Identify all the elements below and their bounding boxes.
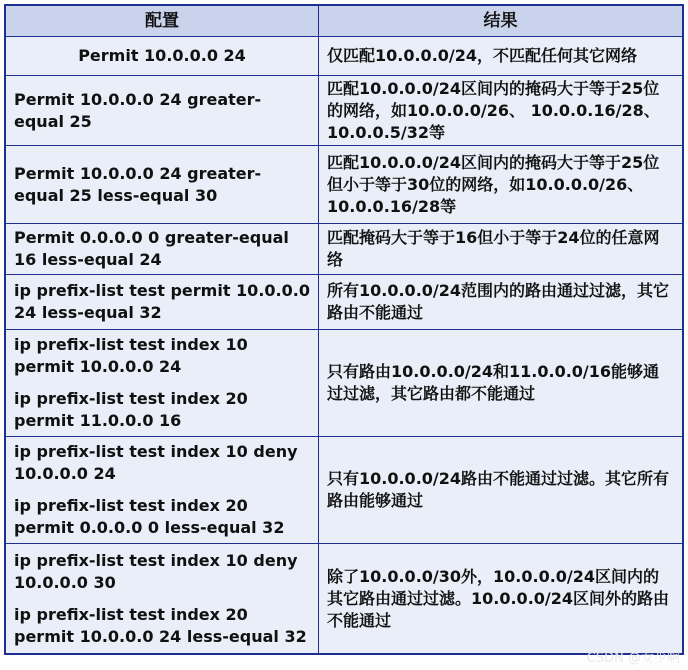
config-line: ip prefix-list test index 10 permit 10.0.0.0 24 (14, 335, 248, 376)
header-config: 配置 (6, 6, 319, 36)
config-line: ip prefix-list test index 10 deny 10.0.0.0 24 (14, 442, 298, 483)
config-line: ip prefix-list test index 10 deny 10.0.0.0 30 (14, 550, 298, 592)
result-cell: 只有10.0.0.0/24路由不能通过过滤。其它所有路由能够通过 (327, 469, 670, 510)
config-line: ip prefix-list test index 20 permit 0.0.0.0 0 less-equal 32 (14, 496, 285, 537)
config-cell (6, 224, 319, 274)
config-cell (6, 275, 319, 329)
config-cell (6, 146, 319, 223)
config-line: ip prefix-list test index 20 permit 10.0.0.0 24 less-equal 32 (14, 604, 307, 646)
config-line: ip prefix-list test permit 10.0.0.0 24 less-equal 32 (14, 281, 310, 322)
table-row (6, 274, 682, 329)
table-row (6, 329, 682, 436)
result-cell: 仅匹配10.0.0.0/24，不匹配任何其它网络 (327, 46, 638, 65)
config-line: Permit 0.0.0.0 0 greater-equal 16 less-equal 24 (14, 228, 289, 269)
config-cell (6, 330, 319, 436)
table-row (6, 436, 682, 543)
table-row (6, 75, 682, 145)
watermark: CSDN @女少啊 (586, 651, 680, 666)
result-cell: 只有路由10.0.0.0/24和11.0.0.0/16能够通过过滤，其它路由都不能通过 (327, 362, 660, 403)
table-row (6, 543, 682, 653)
table-row (6, 145, 682, 223)
config-line: Permit 10.0.0.0 24 greater-equal 25 (14, 89, 262, 131)
config-cell (6, 544, 319, 653)
result-cell: 匹配10.0.0.0/24区间内的掩码大于等于25位的网络，如10.0.0.0/26、 10.0.0.16/28、10.0.0.5/32等 (327, 78, 660, 142)
config-cell (6, 76, 319, 145)
config-line: Permit 10.0.0.0 24 (78, 46, 246, 65)
result-cell: 除了10.0.0.0/30外，10.0.0.0/24区间内的其它路由通过过滤。10.0.0.0/24区间外的路由不能通过 (327, 566, 670, 630)
config-line: Permit 10.0.0.0 24 greater-equal 25 less-equal 30 (14, 163, 262, 205)
table-row (6, 223, 682, 274)
table-row (6, 36, 682, 75)
result-cell: 匹配10.0.0.0/24区间内的掩码大于等于25位但小于等于30位的网络，如10.0.0.0/26、10.0.0.16/28等 (327, 152, 660, 216)
config-line: ip prefix-list test index 20 permit 11.0.0.0 16 (14, 389, 248, 430)
prefix-list-table (4, 4, 684, 655)
result-cell: 所有10.0.0.0/24范围内的路由通过过滤，其它路由不能通过 (327, 281, 670, 322)
table-header-row (6, 6, 682, 36)
result-cell: 匹配掩码大于等于16但小于等于24位的任意网络 (327, 228, 660, 269)
header-result: 结果 (319, 6, 682, 36)
config-cell (6, 437, 319, 543)
config-cell (6, 37, 319, 75)
